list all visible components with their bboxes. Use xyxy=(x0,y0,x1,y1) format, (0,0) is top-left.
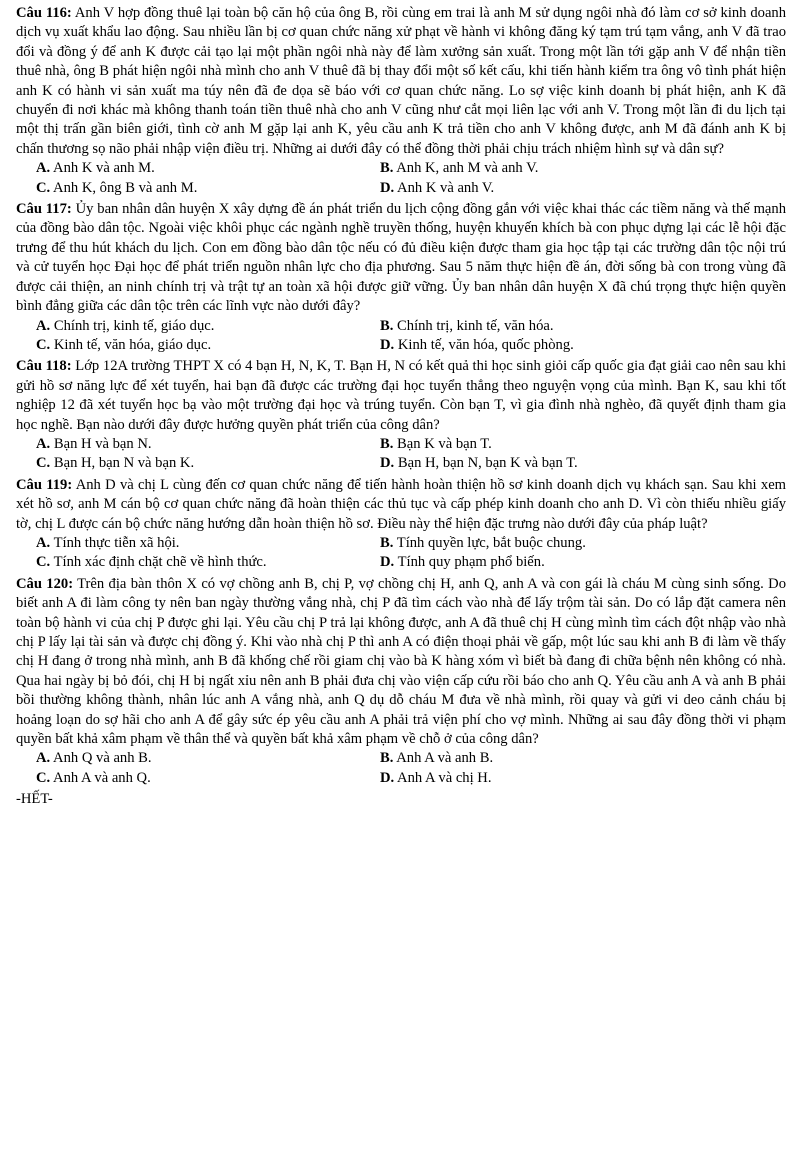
option-b[interactable] xyxy=(380,317,786,336)
option-letter: A. xyxy=(36,160,51,177)
option-text: Anh K và anh V. xyxy=(397,179,495,196)
option-c[interactable] xyxy=(36,336,380,355)
option-text: Chính trị, kinh tế, văn hóa. xyxy=(397,317,554,334)
option-d[interactable] xyxy=(380,179,786,198)
option-text: Bạn K và bạn T. xyxy=(397,435,492,452)
option-letter: D. xyxy=(380,554,395,571)
question-label: Câu 120: xyxy=(16,575,74,592)
option-c[interactable] xyxy=(36,769,380,788)
option-text: Anh A và anh Q. xyxy=(53,769,151,786)
option-b[interactable] xyxy=(380,749,786,768)
question-119 xyxy=(16,476,786,573)
answer-options xyxy=(36,435,786,474)
option-text: Anh Q và anh B. xyxy=(53,750,152,767)
option-c[interactable] xyxy=(36,454,380,473)
option-c[interactable] xyxy=(36,553,380,572)
question-text: Ủy ban nhân dân huyện X xây dựng đề án phát triển du lịch cộng đồng gắn với việc khai thác các tiềm năng và thế mạnh của đồng bào dân tộc. Ngoài việc khôi phục các ngành nghề truyền thống, huyện khuyến khích bà con phục dựng lại các lễ hội đặc trưng để thu hút khách du lịch. Con em đồng bào dân tộc nếu có đủ điều kiện được tham gia học tập tại các trường dân tộc nội trú và cử tuyển học Đại học để phát triển nguồn nhân lực cho địa phương. Sau 5 năm thực hiện đề án, đời sống bà con trong vùng đã được cải thiện, an ninh chính trị và trật tự an toàn xã hội được giữ vững. Ủy ban nhân dân huyện X đã chú trọng thực hiện quyền bình đẳng giữa các dân tộc trên các lĩnh vực nào dưới đây? xyxy=(16,201,787,315)
question-117 xyxy=(16,200,786,355)
option-letter: D. xyxy=(380,179,395,196)
option-letter: C. xyxy=(36,554,51,571)
question-text: Anh V hợp đồng thuê lại toàn bộ căn hộ của ông B, rồi cùng em trai là anh M sử dụng ngôi nhà đó làm cơ sở kinh doanh dịch vụ xuất khẩu lao động. Sau nhiều lần bị cơ quan chức năng xử phạt về hành vi không đăng ký tạm trú tạm vắng, anh V đã trao đổi và đồng ý để anh K được cải tạo lại một phần ngôi nhà này để làm xưởng sản xuất. Trong một lần tới gặp anh V để nhận tiền thuê nhà, ông B phát hiện ngôi nhà mình cho anh V thuê đã bị thay đổi một số kết cấu, khi tiến hành kiểm tra ông vô tình phát hiện anh K có hành vi sản xuất ma túy nên đã đe dọa sẽ báo với cơ quan chức năng. Lo sợ việc kinh doanh bị phát hiện, anh K đã chuyển đi nơi khác mà không thanh toán tiền thuê nhà cho anh V cũng như cắt mọi liên lạc với anh V. Trong một lần đi du lịch tại một thị trấn gần biên giới, tình cờ anh M gặp lại anh K, yêu cầu anh K trả tiền cho anh V không được, anh M đã đánh anh K bị chấn thương sọ não phải nhập viện điều trị. Những ai dưới đây có thể đồng thời phải chịu trách nhiệm hình sự và dân sự? xyxy=(16,5,787,157)
option-d[interactable] xyxy=(380,336,786,355)
option-letter: A. xyxy=(36,317,51,334)
question-120 xyxy=(16,575,786,788)
option-d[interactable] xyxy=(380,454,786,473)
option-a[interactable] xyxy=(36,159,380,178)
question-stem xyxy=(16,575,786,750)
option-letter: B. xyxy=(380,435,394,452)
option-a[interactable] xyxy=(36,435,380,454)
option-b[interactable] xyxy=(380,435,786,454)
option-text: Tính thực tiễn xã hội. xyxy=(53,534,180,551)
option-text: Bạn H, bạn N và bạn K. xyxy=(53,455,195,472)
option-letter: C. xyxy=(36,455,51,472)
option-text: Kinh tế, văn hóa, giáo dục. xyxy=(53,336,212,353)
option-a[interactable] xyxy=(36,534,380,553)
question-text: Lớp 12A trường THPT X có 4 bạn H, N, K, T. Bạn H, N có kết quả thi học sinh giỏi cấp quốc gia đạt giải cao nên sau khi gửi hồ sơ năng lực để xét tuyển, hai bạn đã được các trường đại học tuyển thẳng theo nguyện vọng của mình. Bạn K, sau khi tốt nghiệp 12 đã xét tuyển học bạ vào một trường đại học và trúng tuyển. Còn bạn T, vì gia đình nhà nghèo, đã quyết định tham gia học nghề. Bạn nào dưới đây được hưởng quyền phát triển của công dân? xyxy=(16,358,786,433)
question-label: Câu 119: xyxy=(16,476,73,493)
option-letter: A. xyxy=(36,534,51,551)
option-b[interactable] xyxy=(380,534,786,553)
question-stem xyxy=(16,4,786,159)
option-letter: C. xyxy=(36,769,51,786)
option-a[interactable] xyxy=(36,317,380,336)
option-letter: B. xyxy=(380,317,394,334)
question-stem xyxy=(16,357,786,435)
question-116 xyxy=(16,4,786,198)
option-text: Kinh tế, văn hóa, quốc phòng. xyxy=(397,336,574,353)
option-d[interactable] xyxy=(380,769,786,788)
option-text: Tính xác định chặt chẽ về hình thức. xyxy=(53,554,267,571)
option-text: Anh K và anh M. xyxy=(53,160,155,177)
option-text: Anh K, anh M và anh V. xyxy=(396,160,539,177)
option-text: Chính trị, kinh tế, giáo dục. xyxy=(53,317,215,334)
option-text: Anh A và anh B. xyxy=(396,750,494,767)
answer-options xyxy=(36,159,786,198)
option-letter: A. xyxy=(36,750,51,767)
option-letter: B. xyxy=(380,160,394,177)
option-letter: B. xyxy=(380,534,394,551)
option-letter: D. xyxy=(380,336,395,353)
option-letter: C. xyxy=(36,179,51,196)
option-letter: B. xyxy=(380,750,394,767)
answer-options xyxy=(36,534,786,573)
option-letter: C. xyxy=(36,336,51,353)
question-text: Trên địa bàn thôn X có vợ chồng anh B, chị P, vợ chồng chị H, anh Q, anh A và con gái là cháu M cùng sinh sống. Do biết anh A đi làm công ty nên ban ngày thường vắng nhà, chị P đã tìm cách vào nhà để lấy trộm tài sản. Do có lắp đặt camera nên toàn bộ hành vi của chị P được ghi lại. Yêu cầu chị P trả lại không được, anh A đã thuê chị H cùng mình tìm cách đột nhập vào nhà chị P lấy lại tài sản và được chị đồng ý. Khi vào nhà chị P thì anh A có điện thoại phải về gấp, một lúc sau khi anh B đi làm về thấy chị H đang ở trong nhà mình, anh B đã khống chế rồi giam chị vào bà K hàng xóm vì biết bà đang đi chữa bệnh nên không có nhà. Qua hai ngày bị bỏ đói, chị H bị ngất xỉu nên anh B phải đưa chị vào viện cấp cứu rồi báo cho anh Q. Yêu cầu anh A và anh B phải bồi thường không thành, nhân lúc anh A vắng nhà, anh Q dụ dỗ cháu M đưa về nhà mình, rồi quay và gửi vi deo cảnh cháu bị hoảng loạn do sợ hãi cho anh A để gây sức ép yêu cầu anh A phải trả viện phí cho vợ mình. Những ai sau đây đồng thời vi phạm quyền bất khả xâm phạm về thân thể và quyền bất khả xâm phạm về chỗ ở của công dân? xyxy=(16,575,787,748)
option-b[interactable] xyxy=(380,159,786,178)
option-a[interactable] xyxy=(36,749,380,768)
question-118 xyxy=(16,357,786,473)
option-letter: D. xyxy=(380,455,395,472)
option-d[interactable] xyxy=(380,553,786,572)
question-stem xyxy=(16,476,786,534)
option-c[interactable] xyxy=(36,179,380,198)
option-text: Anh A và chị H. xyxy=(397,769,492,786)
end-marker: -HẾT- xyxy=(16,791,53,808)
option-letter: D. xyxy=(380,769,395,786)
option-text: Bạn H, bạn N, bạn K và bạn T. xyxy=(397,455,578,472)
question-label: Câu 118: xyxy=(16,358,72,375)
answer-options xyxy=(36,749,786,788)
question-label: Câu 117: xyxy=(16,201,72,218)
question-stem xyxy=(16,200,786,316)
option-text: Tính quyền lực, bắt buộc chung. xyxy=(396,534,586,551)
option-text: Tính quy phạm phổ biến. xyxy=(397,554,545,571)
answer-options xyxy=(36,317,786,356)
question-text: Anh D và chị L cùng đến cơ quan chức năng để tiến hành hoàn thiện hồ sơ kinh doanh dịch vụ khách sạn. Sau khi xem xét hồ sơ, anh M cán bộ cơ quan chức năng đã hoàn thiện các thủ tục và cấp phép kinh doanh cho anh D. Vì còn thiếu nhiều giấy tờ, chị L được cán bộ chức năng hướng dẫn hoàn thiện hồ sơ. Điều này thể hiện đặc trưng nào dưới đây của pháp luật? xyxy=(16,476,787,532)
question-label: Câu 116: xyxy=(16,5,72,21)
option-text: Anh K, ông B và anh M. xyxy=(53,179,198,196)
option-text: Bạn H và bạn N. xyxy=(53,435,152,452)
option-letter: A. xyxy=(36,435,51,452)
